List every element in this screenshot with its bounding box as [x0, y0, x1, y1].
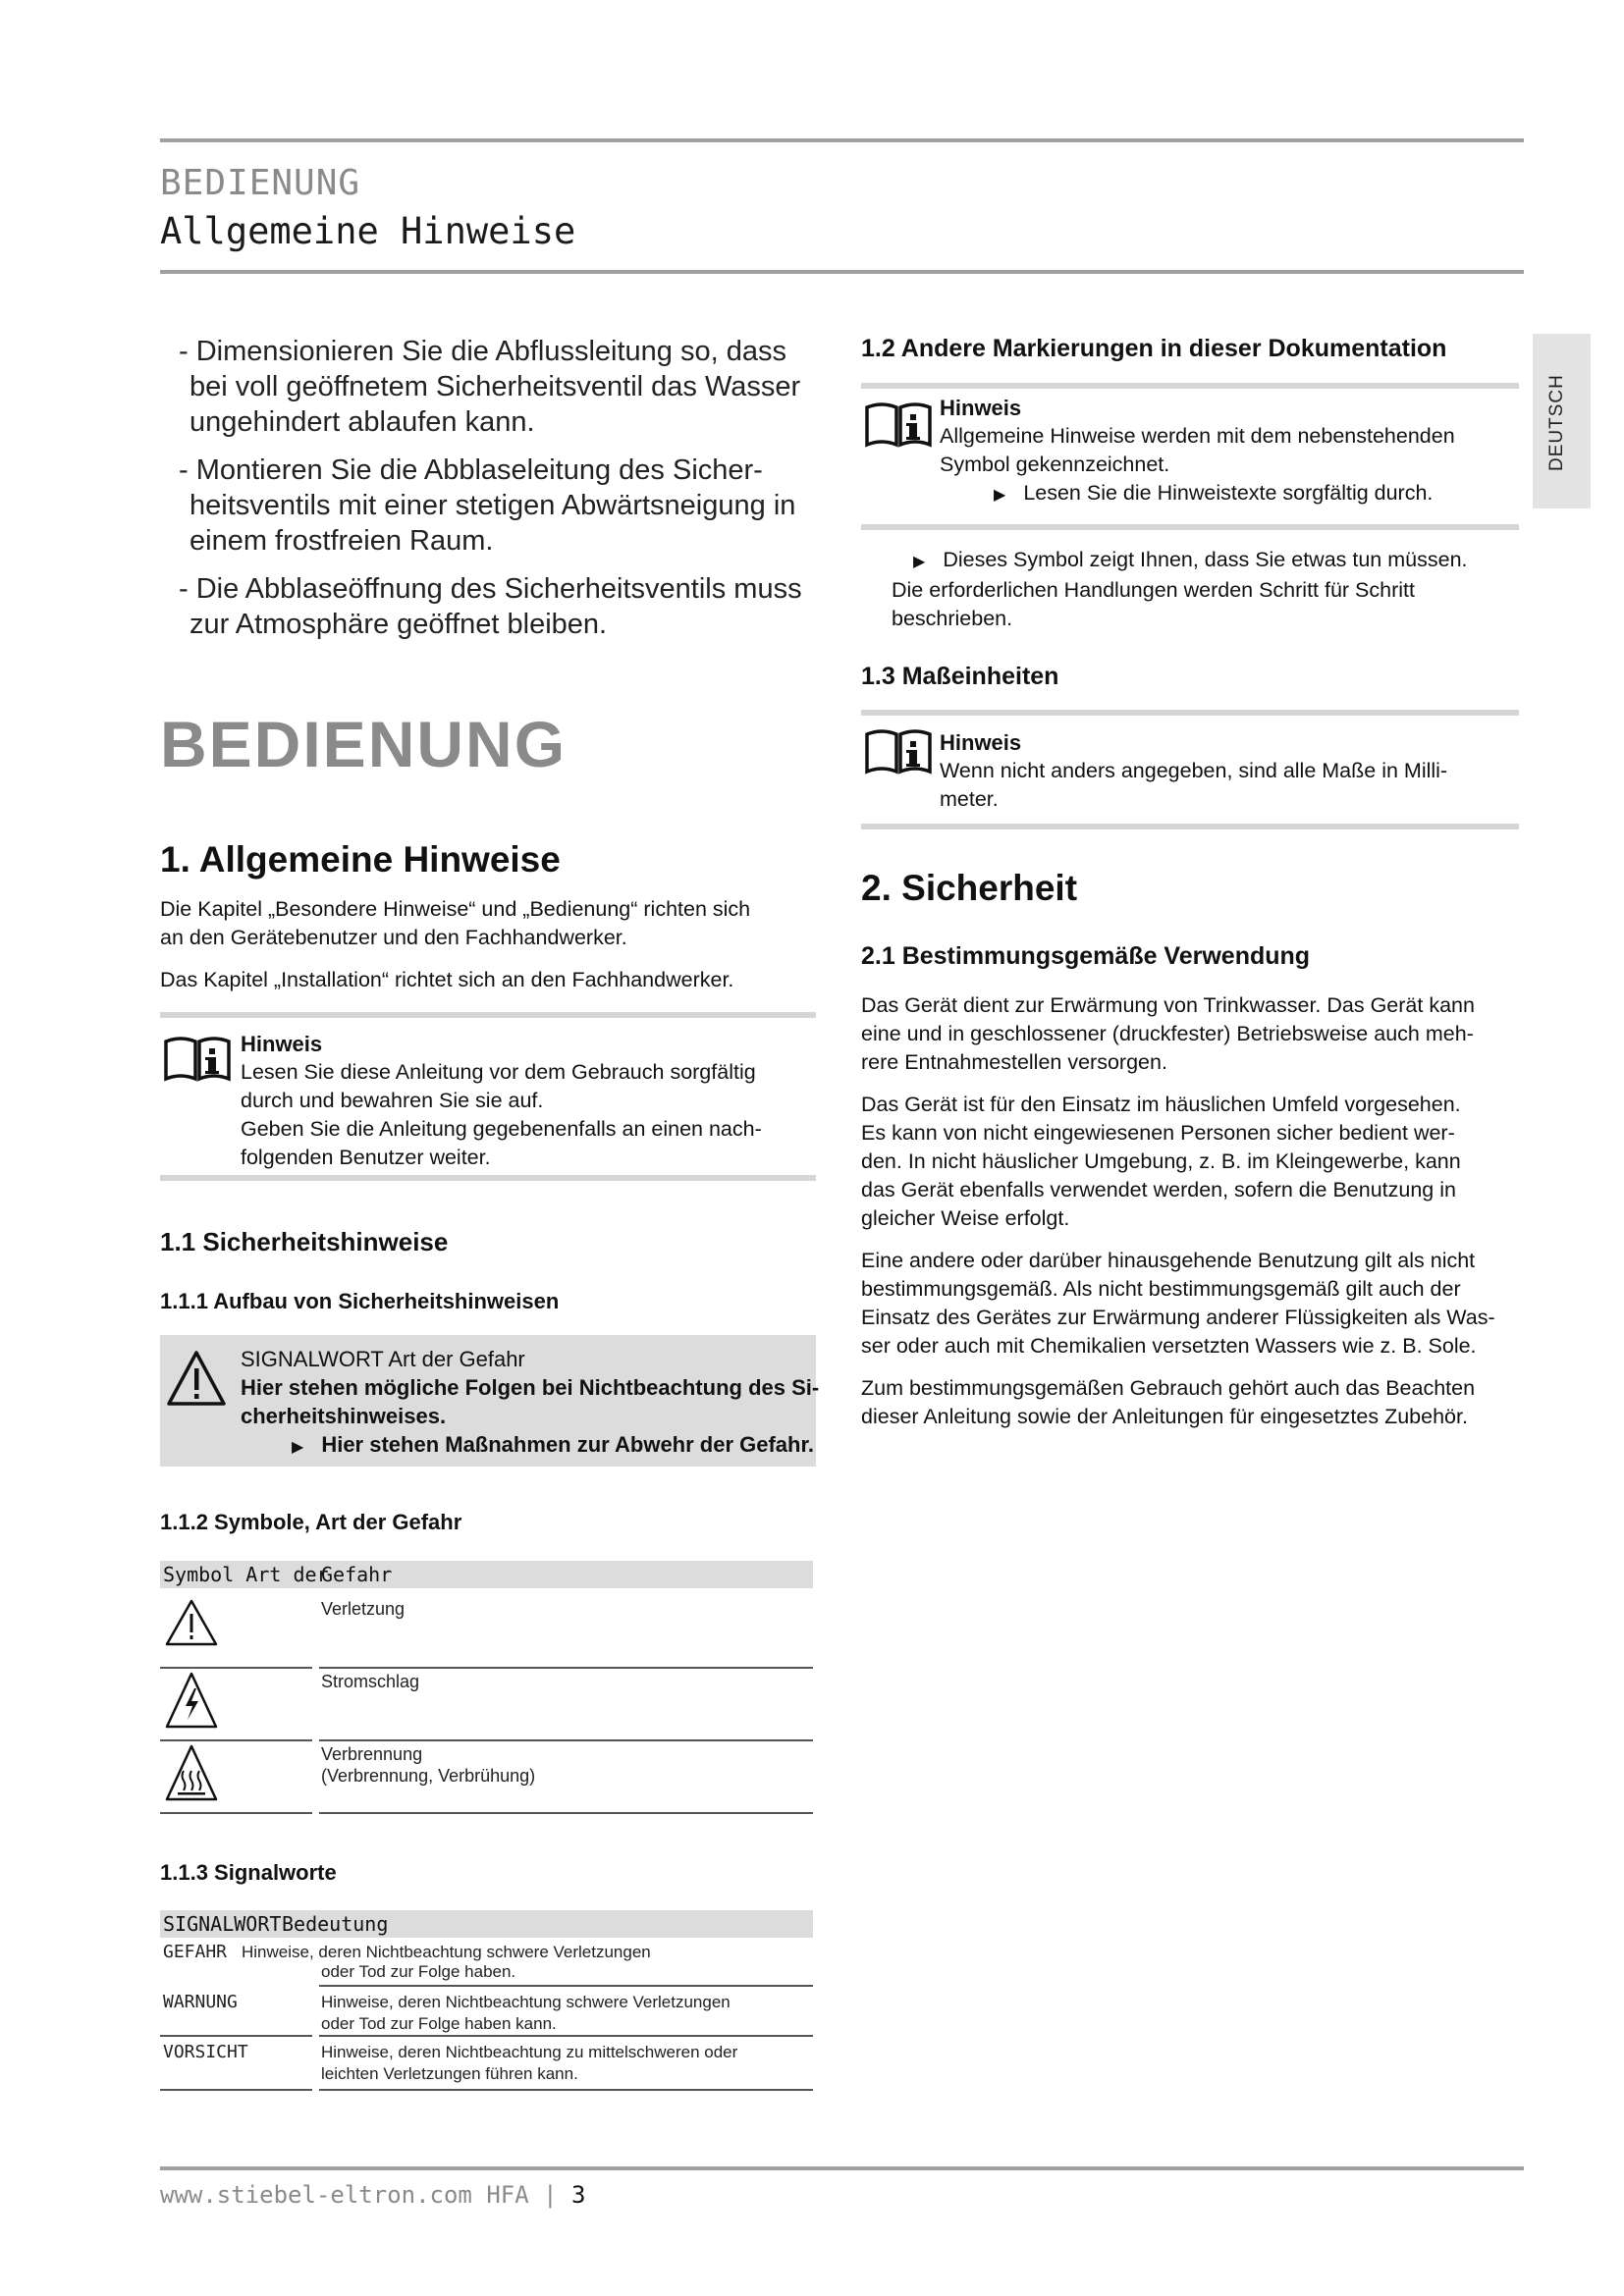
table-cell: Hinweise, deren Nichtbeachtung schwere Verletzungen oder Tod zur Folge haben kann. [321, 1993, 731, 2033]
header-rule-top [160, 138, 1524, 142]
header-section: BEDIENUNG [160, 163, 361, 203]
injury-triangle-icon [164, 1598, 219, 1647]
table-header: Symbol Art der Gefahr [160, 1561, 813, 1588]
table-cell: Verletzung [321, 1599, 406, 1619]
section-heading-1: 1. Allgemeine Hinweise [160, 839, 561, 880]
table-cell: Hinweise, deren Nichtbeachtung zu mittelschweren oder leichten Verletzungen führen kann. [321, 2043, 738, 2083]
action-arrow-icon: ▶ [994, 487, 1006, 504]
bullet-list [179, 334, 827, 642]
book-info-icon [864, 400, 933, 451]
electric-shock-icon [164, 1671, 219, 1730]
section-heading-1-1: 1.1 Sicherheitshinweise [160, 1227, 449, 1256]
usage-paragraphs [861, 991, 1519, 1431]
paragraph: Zum bestimmungsgemäßen Gebrauch gehört auch das Beachten dieser Anleitung sowie der Anleitungen für eingesetztes Zubehör. [861, 1376, 1476, 1428]
section-heading-1-1-1: 1.1.1 Aufbau von Sicherheitshinweisen [160, 1289, 560, 1313]
footer-url[interactable]: www.stiebel-eltron.com HFA [160, 2181, 529, 2209]
table-cell: WARNUNG [163, 1992, 238, 2012]
warning-triangle-icon [166, 1349, 227, 1408]
note-title: Hinweis [940, 730, 1022, 755]
note-box: Hinweis Allgemeine Hinweise werden mit dem nebenstehenden Symbol gekennzeichnet. ▶ Lesen Sie die Hinweistexte sorgfältig durch. [861, 383, 1519, 530]
section-heading-1-1-3: 1.1.3 Signalworte [160, 1860, 337, 1885]
list-item: - Montieren Sie die Abblaseleitung des Sicher- heitsventils mit einer stetigen Abwärtsneigung in einem frostfreien Raum. [179, 454, 796, 557]
paragraph: Das Gerät dient zur Erwärmung von Trinkwasser. Das Gerät kann eine und in geschlossener (druckfester) Betriebsweise auch meh- rere Entnahmestellen versorgen. [861, 993, 1475, 1074]
section-heading-1-1-2: 1.1.2 Symbole, Art der Gefahr [160, 1510, 462, 1534]
book-info-icon [864, 726, 933, 777]
header-title: Allgemeine Hinweise [160, 210, 576, 252]
signalwords-table [160, 1910, 813, 2097]
list-item: - Die Abblaseöffnung des Sicherheitsventils muss zur Atmosphäre geöffnet bleiben. [179, 573, 802, 640]
language-tab[interactable]: DEUTSCH [1533, 334, 1591, 508]
warning-box: SIGNALWORT Art der Gefahr Hier stehen mögliche Folgen bei Nichtbeachtung des Si- cherheitshinweises. ▶ Hier stehen Maßnahmen zur Abwehr der Gefahr. [160, 1335, 816, 1467]
chapter-title: BEDIENUNG [160, 708, 568, 780]
section-heading-2: 2. Sicherheit [861, 868, 1078, 908]
header-rule-bottom [160, 270, 1524, 274]
hot-surface-icon [164, 1743, 219, 1802]
footer: www.stiebel-eltron.com HFA | 3 [160, 2181, 586, 2209]
action-paragraph: ▶ Dieses Symbol zeigt Ihnen, dass Sie etwas tun müssen. Die erforderlichen Handlungen werden Schritt für Schritt beschrieben. [892, 548, 1468, 630]
table-cell: oder Tod zur Folge haben. [321, 1962, 516, 1981]
list-item: - Dimensionieren Sie die Abflussleitung so, dass bei voll geöffnetem Sicherheitsventil das Wasser ungehindert ablaufen kann. [179, 336, 801, 438]
action-arrow-icon: ▶ [292, 1439, 304, 1456]
page-number: 3 [571, 2181, 586, 2209]
note-box: Hinweis Wenn nicht anders angegeben, sind alle Maße in Milli- meter. [861, 710, 1519, 829]
intro-paragraph: Die Kapitel „Besondere Hinweise“ und „Bedienung“ richten sich an den Gerätebenutzer und den Fachhandwerker. Das Kapitel „Installation“ richtet sich an den Fachhandwerker. [160, 897, 751, 991]
table-cell: VORSICHT [163, 2042, 248, 2062]
table-header: SIGNALWORT Bedeutung [160, 1910, 813, 1938]
footer-rule [160, 2166, 1524, 2170]
section-heading-1-3: 1.3 Maßeinheiten [861, 663, 1059, 690]
note-title: Hinweis [241, 1032, 323, 1056]
symbols-table [160, 1561, 813, 1816]
warning-title: SIGNALWORT Art der Gefahr [241, 1347, 525, 1371]
note-box: Hinweis Lesen Sie diese Anleitung vor dem Gebrauch sorgfältig durch und bewahren Sie sie auf. Geben Sie die Anleitung gegebenenfalls an einen nach- folgenden Benutzer weiter. [160, 1012, 816, 1181]
table-cell: Verbrennung (Verbrennung, Verbrühung) [321, 1744, 536, 1786]
table-cell: GEFAHR [163, 1942, 228, 1962]
table-cell: Stromschlag [321, 1672, 420, 1691]
note-title: Hinweis [940, 396, 1022, 420]
table-cell: Hinweise, deren Nichtbeachtung schwere Verletzungen [242, 1943, 651, 1961]
section-heading-2-1: 2.1 Bestimmungsgemäße Verwendung [861, 942, 1311, 970]
section-heading-1-2: 1.2 Andere Markierungen in dieser Dokumentation [861, 335, 1447, 362]
book-info-icon [163, 1034, 232, 1085]
paragraph: Eine andere oder darüber hinausgehende Benutzung gilt als nicht bestimmungsgemäß. Als nicht bestimmungsgemäß gilt auch der Einsatz des Gerätes zur Erwärmung anderer Flüssigkeiten als Was- ser oder auch mit Chemikalien versetzten Wassers wie z. B. Sole. [861, 1249, 1495, 1358]
action-arrow-icon: ▶ [913, 554, 926, 570]
paragraph: Das Gerät ist für den Einsatz im häuslichen Umfeld vorgesehen. Es kann von nicht eingewiesenen Personen sicher bedient wer- den. In nicht häuslicher Umgebung, z. B. im Kleingewerbe, kann das Gerät ebenfalls verwendet werden, sofern die Benutzung in gleicher Weise erfolgt. [861, 1093, 1461, 1230]
